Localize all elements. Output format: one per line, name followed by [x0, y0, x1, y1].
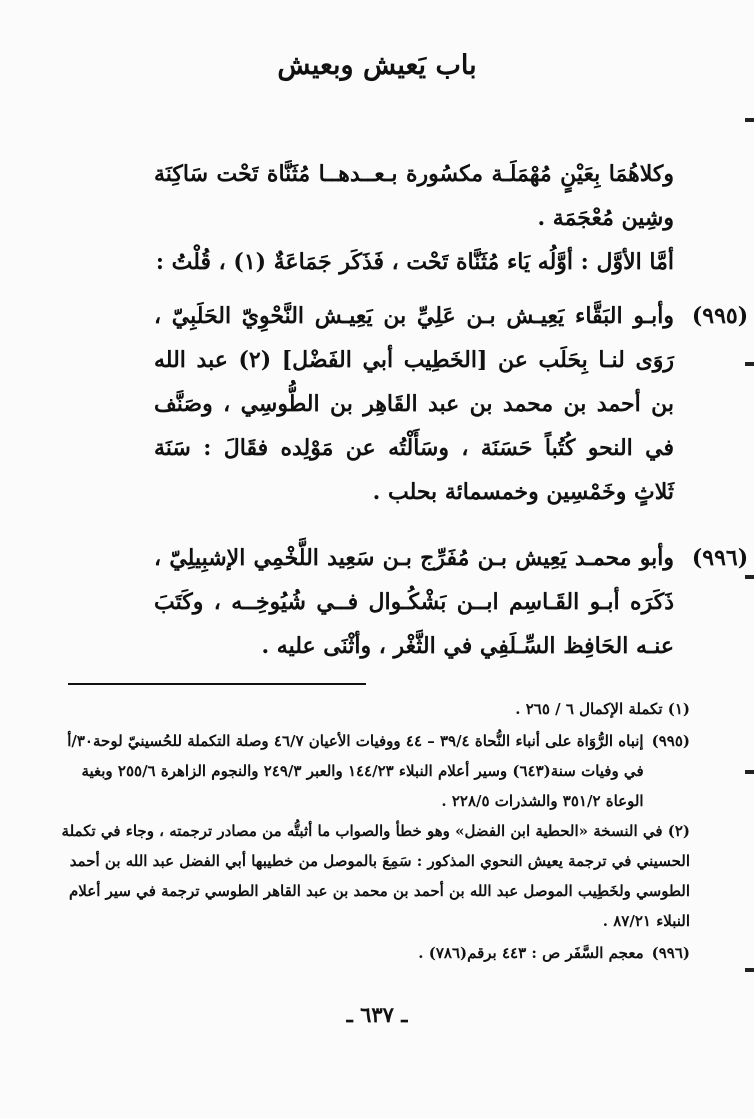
entry-text: وأبـو البَقَّاء يَعِيـش بـن عَلِيِّ بن يَعِيـش النَّحْوِيّ الحَلَبِيّ ، رَوَى لنـا بِحَلَب عن [الخَطِيب أبي الفَضْل] (٢) عبد الله بن أحمد بن محمد بن عبد القَاهِر بن الطُّوسِي ، وصَنَّف في النحو كُتُباً حَسَنَة ، وسَأَلْتُه عن مَوْلِده فقَالَ : سَنَة ثَلاثٍ وخَمْسِين وخمسمائة بحلب .	[154, 303, 674, 505]
entry-number: (٩٩٥)	[691, 303, 749, 329]
intro-paragraph: وكلاهُمَا بِعَيْنٍ مُهْمَلَـة مكسُورة بـعــدهــا مُثَنَّاة تَحْت سَاكِنَة وشِين مُعْجَمَة .	[154, 161, 674, 231]
edge-mark	[745, 575, 754, 579]
entry-number: (٩٩٦)	[691, 545, 749, 571]
main-text	[154, 152, 749, 690]
entry-996	[154, 536, 749, 668]
note-text: إنباه الرُّوَاة على أنباء النُّحاة ٣٩/٤ – ٤٤ ووفيات الأعيان ٤٦/٧ وصلة التكملة للحُسينيّ لوحة٣٠/أ في وفيات سنة(٦٤٣) وسير أعلام النبلاء ١٤٤/٢٣ والعبر ٢٤٩/٣ والنجوم الزاهرة ٢٥٥/٦ وبغية الوعاة ٣٥١/٢ والشذرات ٢٢٨/٥ .	[67, 732, 644, 810]
page-number: ـ ٦٣٧ ـ	[346, 1002, 408, 1027]
edge-mark	[745, 770, 754, 774]
note-text: معجم السَّفَر ص : ٤٤٣ برقم(٧٨٦) .	[418, 944, 644, 962]
footnote-divider	[68, 683, 366, 685]
edge-mark	[745, 362, 754, 366]
source-note-996	[56, 938, 690, 968]
edge-mark	[745, 968, 754, 972]
note-number: (٩٩٦)	[651, 944, 690, 962]
footnotes	[56, 694, 690, 968]
source-note-995	[56, 726, 690, 816]
first-name-paragraph: أمَّا الأوَّل : أوَّلُه يَاء مُثَنَّاة تَحْت ، فَذَكَر جَمَاعَةٌ (١) ، قُلْتُ :	[155, 249, 674, 275]
entry-text: وأبو محمـد يَعِيش بـن مُفَرِّج بـن سَعِيد اللَّخْمِي الإشبِيلِيّ ، ذَكَرَه أبـو القَـاسِم ابــن بَشْكُـوال فــي شُيُوخِــه ، وكَتَبَ عنـه الحَافِظ السِّـلَفِي في الثَّغْر ، وأثْنَى عليه .	[154, 545, 674, 659]
chapter-title: باب يَعيش وبعيش	[277, 50, 477, 81]
footnote-2: (٢) في النسخة «الحطية ابن الفضل» وهو خطأ والصواب ما أثبتُّه من مصادر ترجمته ، وجاء في تكملة الحسيني في ترجمة يعيش النحوي المذكور : سَمِعَ بالموصل من خطيبها أبي الفضل عبد الله بن أحمد الطوسي ولخَطِيب الموصل عبد الله بن أحمد بن محمد بن عبد القاهر الطوسي ترجمة في سير أعلام النبلاء ٨٧/٢١ .	[61, 822, 690, 930]
note-number: (٩٩٥)	[651, 732, 690, 750]
entry-995	[154, 294, 749, 514]
footnote-1: (١) تكملة الإكمال ٦ / ٢٦٥ .	[515, 700, 690, 718]
edge-mark	[745, 118, 754, 122]
